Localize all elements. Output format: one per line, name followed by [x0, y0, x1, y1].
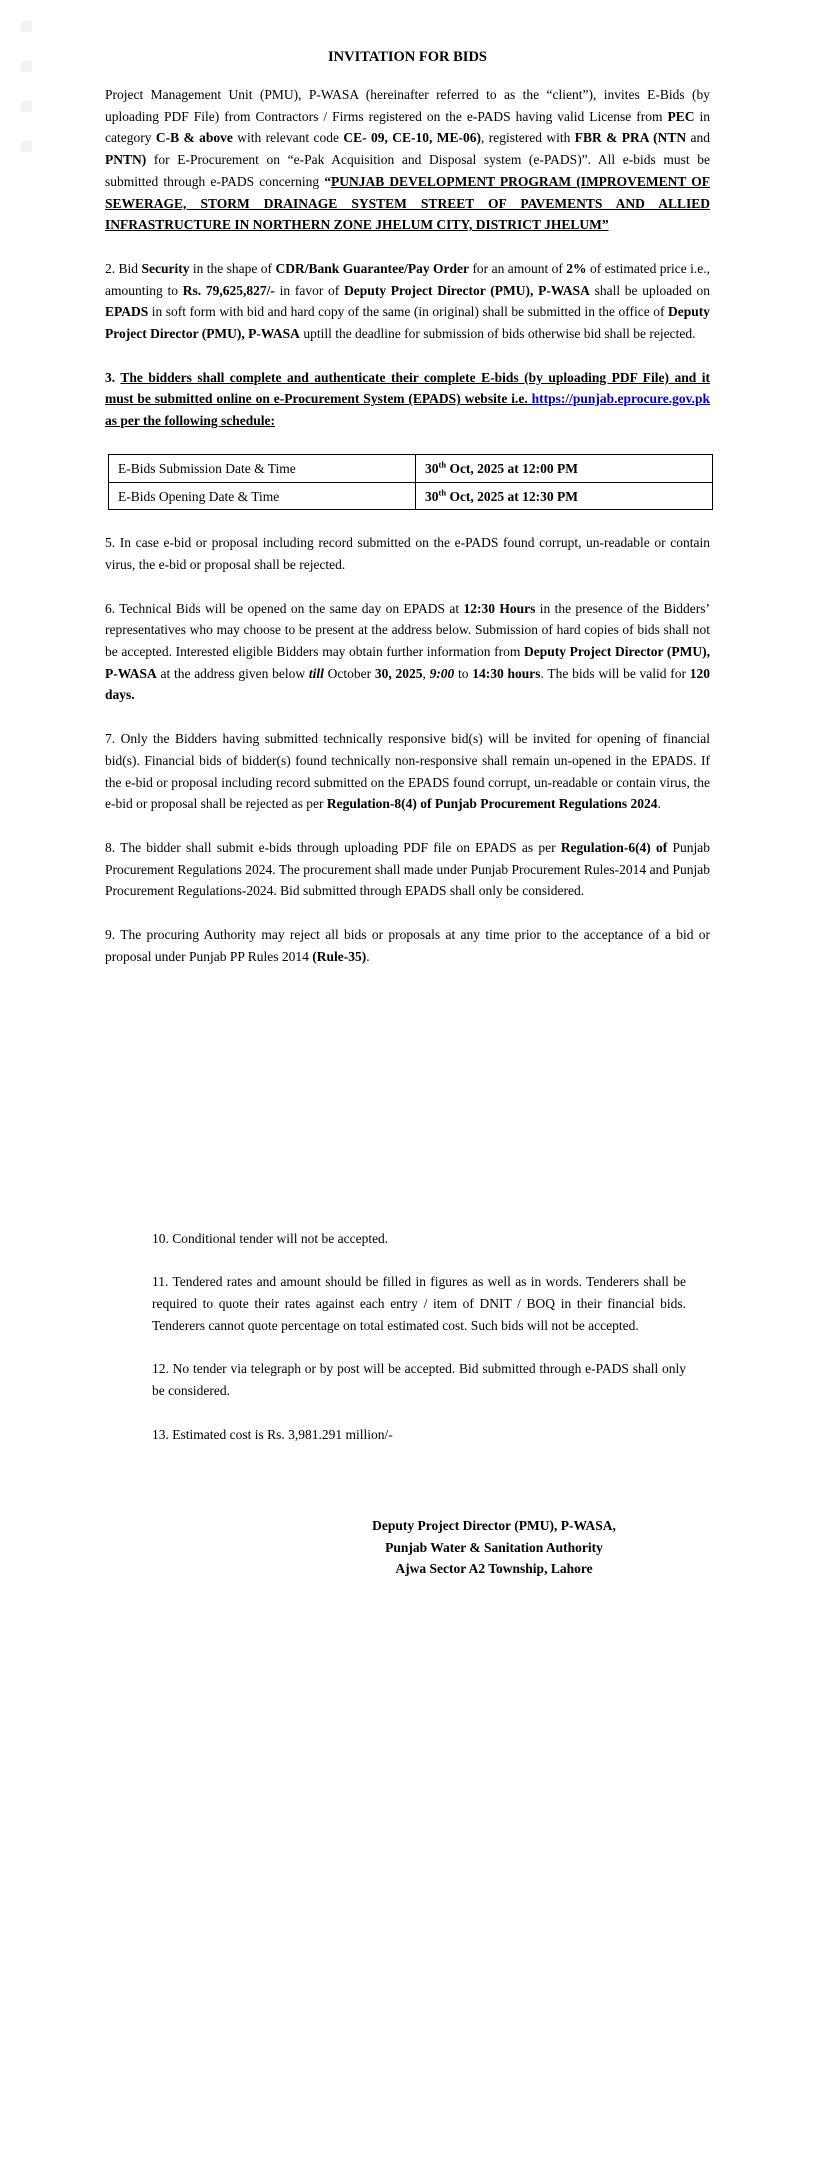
text-segment: in category — [105, 108, 710, 146]
page-title: INVITATION FOR BIDS — [328, 49, 487, 65]
scan-artifact — [21, 101, 32, 112]
text-segment: in the presence of the Bidders’ representatives who may choose to be present at the address below. Submission of hard copies of bids shall not be accepted. Interested eligible Bidders may obtain further information from — [105, 600, 710, 660]
text-segment: 30, 2025 — [374, 665, 423, 681]
text-segment: “ — [324, 173, 331, 189]
text-segment: PNTN) — [105, 152, 147, 168]
text-segment: Deputy Project Director (PMU), P-WASA — [344, 282, 590, 298]
text-segment: 12. No tender via telegraph or by post will be accepted. Bid submitted through e-PADS shall only be considered. — [152, 1361, 686, 1399]
text-segment: 30 — [425, 488, 439, 504]
text-segment: . — [366, 948, 370, 964]
opening-date-label: E-Bids Opening Date & Time — [109, 482, 416, 510]
text-segment: . The bids will be valid for — [540, 665, 690, 681]
text-segment: October — [323, 665, 375, 681]
text-segment: 13. Estimated cost is Rs. 3,981.291 million/- — [152, 1426, 393, 1442]
text-segment: C-B & above — [155, 130, 233, 146]
text-segment: to — [454, 665, 473, 681]
paragraph-3-submission-instructions — [105, 367, 710, 432]
paragraph-2-bid-security — [105, 258, 710, 345]
text-segment: with relevant code — [232, 130, 344, 146]
text-segment: 2. Bid — [105, 260, 142, 276]
text-segment: for E-Procurement on “e-Pak Acquisition and Disposal system (e-PADS)”. All e-bids must be submitted through e-PADS concerning — [105, 152, 710, 189]
eprocure-link[interactable]: https://punjab.eprocure.gov.pk — [531, 391, 710, 407]
text-segment: Regulation-8(4) of Punjab Procurement Regulations 2024 — [326, 796, 658, 812]
submission-date-label: E-Bids Submission Date & Time — [109, 454, 416, 482]
text-segment: 11. Tendered rates and amount should be filled in figures as well as in words. Tenderers shall be required to quote their rates against each entry / item of DNIT / BOQ in their financial bids. Tenderers cannot quote percentage on total estimated cost. Such bids will not be accepted. — [152, 1274, 686, 1333]
text-segment: 12:30 Hours — [463, 600, 536, 616]
text-segment: (Rule-35) — [312, 948, 367, 964]
paragraph-intro — [105, 84, 710, 236]
text-segment: , registered with — [480, 130, 575, 146]
text-segment: CDR/Bank Guarantee/Pay Order — [275, 260, 470, 276]
text-segment: in favor of — [274, 282, 345, 298]
blank-gap — [105, 990, 710, 1228]
text-segment: 7. Only the Bidders having submitted technically responsive bid(s) will be invited for opening of financial bid(s). Financial bids of bidder(s) found technically non-responsive shall remain un-opened in the EPADS. If the e-bid or proposal including record submitted on the EPADS found corrupt, un-readable or contain virus, the e-bid or proposal shall be rejected as per — [105, 731, 710, 812]
text-segment: 9. The procuring Authority may reject all bids or proposals at any time prior to the acceptance of a bid or proposal under Punjab PP Rules 2014 — [105, 927, 710, 964]
text-segment: Oct, 2025 at 12:00 PM — [446, 460, 579, 476]
opening-date-value — [416, 482, 713, 510]
numbered-items-block — [105, 1228, 710, 1446]
signature-block — [328, 1515, 660, 1580]
text-segment: at the address given below — [156, 665, 309, 681]
text-segment: in soft form with bid and hard copy of the same (in original) shall be submitted in the office of — [148, 304, 668, 320]
text-segment: PEC — [667, 108, 695, 124]
text-segment: 5. In case e-bid or proposal including record submitted on the e-PADS found corrupt, un-readable or contain virus, the e-bid or proposal shall be rejected. — [105, 535, 710, 572]
text-segment: as per the following schedule: — [105, 413, 276, 429]
bid-schedule-table — [108, 454, 713, 510]
text-segment: . — [657, 796, 661, 812]
paragraph-9-rejection-rights — [105, 924, 710, 967]
scan-artifact — [21, 21, 32, 32]
text-segment: Oct, 2025 at 12:30 PM — [446, 488, 579, 504]
text-segment: 14:30 hours — [472, 665, 541, 681]
text-segment: 30 — [425, 460, 439, 476]
text-segment: 9:00 — [429, 665, 455, 681]
text-segment: Deputy Project Director (PMU), P-WASA — [105, 644, 710, 681]
text-segment: Rs. 79,625,827/- — [182, 282, 275, 298]
table-row-submission — [109, 454, 713, 482]
text-segment: 6. Technical Bids will be opened on the same day on EPADS at — [105, 600, 464, 616]
text-segment: 8. The bidder shall submit e-bids through uploading PDF file on EPADS as per — [105, 839, 561, 855]
paragraph-7-responsive-bids — [105, 728, 710, 815]
paragraph-6-technical-bids — [105, 598, 710, 707]
text-segment: Regulation-6(4) of — [560, 839, 668, 855]
text-segment: 2% — [566, 260, 587, 276]
text-segment: 120 days. — [105, 665, 711, 703]
item-10-conditional-tender — [152, 1228, 686, 1250]
item-13-estimated-cost — [152, 1424, 686, 1446]
text-segment: The bidders shall complete and authenticate their complete E-bids (by uploading PDF File) and it must be submitted online on e-Procurement System (EPADS) website i.e. — [105, 369, 710, 407]
text-segment: th — [438, 487, 447, 498]
text-segment: EPADS — [105, 304, 149, 320]
text-segment: Project Management Unit (PMU), P-WASA (hereinafter referred to as the “client”), invites E-Bids (by uploading PDF File) from Contractors / Firms registered on the e-PADS having valid License from — [105, 87, 710, 124]
item-12-no-telegraph — [152, 1358, 686, 1401]
text-segment: th — [438, 459, 447, 470]
text-segment: Deputy Project Director (PMU), P-WASA — [105, 304, 710, 342]
text-segment: , — [422, 665, 430, 681]
submission-date-value — [416, 454, 713, 482]
text-segment: in the shape of — [189, 260, 276, 276]
text-segment: and — [686, 130, 710, 146]
text-segment: shall be uploaded on — [589, 282, 711, 298]
text-segment: of estimated price i.e., amounting to — [105, 260, 710, 298]
item-11-tendered-rates — [152, 1271, 686, 1336]
text-segment: 3. — [105, 369, 121, 385]
text-segment: FBR & PRA (NTN — [574, 130, 687, 146]
text-segment: uptill the deadline for submission of bids otherwise bid shall be rejected. — [299, 326, 696, 342]
text-segment: Security — [141, 260, 190, 276]
text-segment: for an amount of — [469, 260, 567, 276]
paragraph-5-corrupt-bids — [105, 532, 710, 575]
scan-artifact — [21, 141, 32, 152]
text-segment: CE- 09, CE-10, ME-06) — [343, 130, 481, 146]
text-segment: 10. Conditional tender will not be accepted. — [152, 1230, 389, 1246]
blank-gap — [105, 1467, 710, 1515]
signatory-authority: Punjab Water & Sanitation Authority — [385, 1539, 603, 1555]
signatory-title: Deputy Project Director (PMU), P-WASA, — [372, 1518, 616, 1534]
scan-artifact — [21, 61, 32, 72]
signatory-address: Ajwa Sector A2 Township, Lahore — [395, 1561, 593, 1577]
text-segment: PUNJAB DEVELOPMENT PROGRAM (IMPROVEMENT OF SEWERAGE, STORM DRAINAGE SYSTEM STREET OF PAVEMENTS AND ALLIED INFRASTRUCTURE IN NORTHERN ZONE JHELUM CITY, DISTRICT JHELUM” — [105, 173, 711, 233]
table-row-opening — [109, 482, 713, 510]
text-segment: Punjab Procurement Regulations 2024. The procurement shall made under Punjab Procurement Rules-2014 and Punjab Procurement Regulations-2024. Bid submitted through EPADS shall only be considered. — [105, 839, 710, 899]
text-segment: till — [308, 665, 324, 681]
paragraph-8-epads-upload — [105, 837, 710, 902]
